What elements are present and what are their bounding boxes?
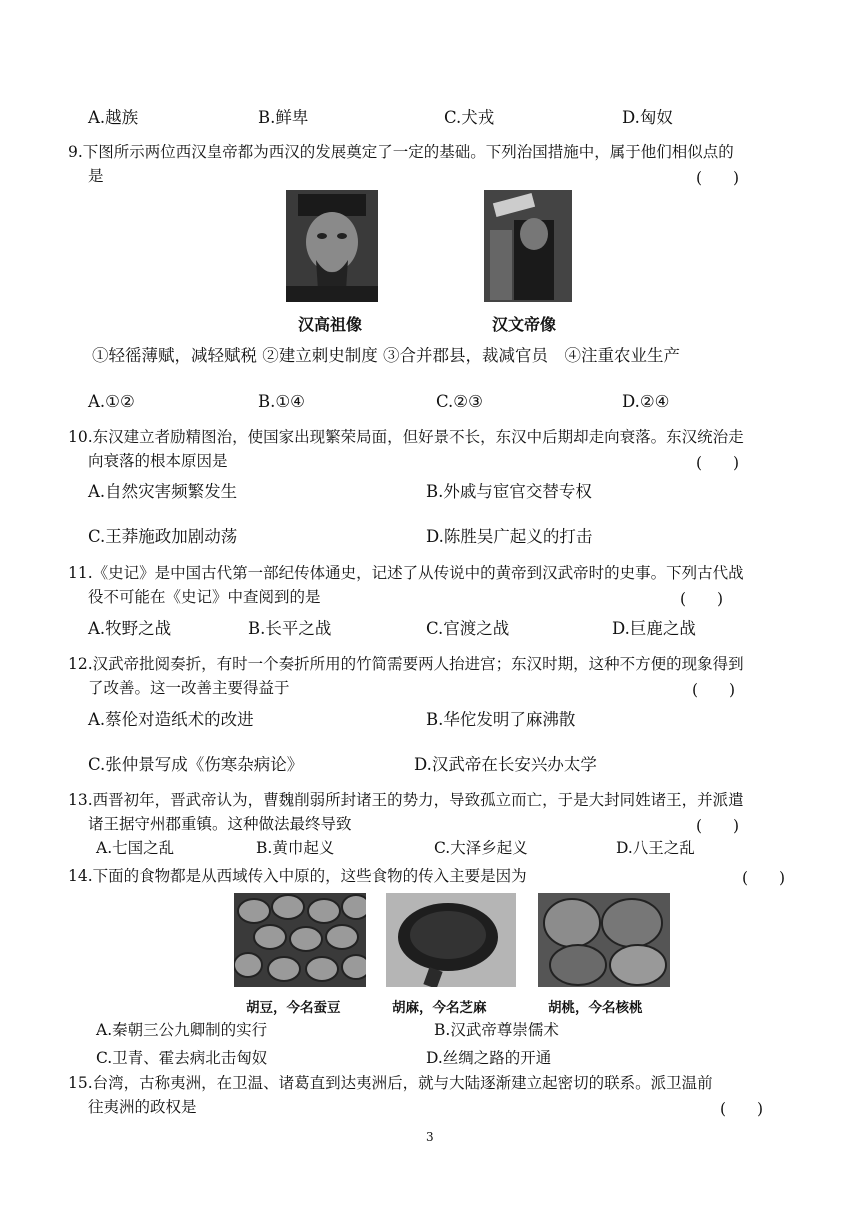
q9-option-c: C.②③ xyxy=(436,392,483,411)
q9-option-d: D.②④ xyxy=(622,392,670,411)
q8-option-a: A.越族 xyxy=(88,108,139,127)
q8-option-c: C.犬戎 xyxy=(444,108,495,127)
q13-option-b: B.黄巾起义 xyxy=(256,839,335,857)
q10-stem-line1: 10.东汉建立者励精图治，使国家出现繁荣局面，但好景不长，东汉中后期却走向衰落。东汉统治走 xyxy=(68,428,744,446)
q14-stem-line1: 14.下面的食物都是从西域传入中原的，这些食物的传入主要是因为 xyxy=(68,867,527,885)
q12-option-c: C.张仲景写成《伤寒杂病论》 xyxy=(88,755,304,774)
q13-option-a: A.七国之乱 xyxy=(96,839,175,857)
q13-stem-line2: 诸王据守州郡重镇。这种做法最终导致 xyxy=(88,815,352,833)
emperor-wendi-portrait xyxy=(484,190,572,302)
q14-option-c: C.卫青、霍去病北击匈奴 xyxy=(96,1049,268,1067)
q13-answer-blank: ( ) xyxy=(696,817,740,835)
q11-option-a: A.牧野之战 xyxy=(88,619,172,638)
q11-option-c: C.官渡之战 xyxy=(426,619,510,638)
q11-option-d: D.巨鹿之战 xyxy=(612,619,696,638)
q8-option-b: B.鲜卑 xyxy=(258,108,309,127)
walnut-caption: 胡桃，今名核桃 xyxy=(548,1000,643,1016)
q10-option-d: D.陈胜吴广起义的打击 xyxy=(426,527,593,546)
q12-option-d: D.汉武帝在长安兴办太学 xyxy=(414,755,597,774)
q13-stem-line1: 13.西晋初年，晋武帝认为，曹魏削弱所封诸王的势力，导致孤立而亡，于是大封同姓诸王，并派遣 xyxy=(68,791,744,809)
page-number: 3 xyxy=(426,1130,434,1144)
q15-stem-line2: 往夷洲的政权是 xyxy=(88,1098,197,1116)
q15-answer-blank: ( ) xyxy=(720,1100,764,1118)
q14-option-a: A.秦朝三公九卿制的实行 xyxy=(96,1021,268,1039)
q10-option-a: A.自然灾害频繁发生 xyxy=(88,482,238,501)
q10-answer-blank: ( ) xyxy=(696,454,740,472)
q11-answer-blank: ( ) xyxy=(680,590,724,608)
q8-option-d: D.匈奴 xyxy=(622,108,673,127)
q12-answer-blank: ( ) xyxy=(692,681,736,699)
q9-option-a: A.①② xyxy=(88,392,135,411)
q9-option-b: B.①④ xyxy=(258,392,305,411)
walnut-photo xyxy=(538,893,670,987)
q12-option-a: A.蔡伦对造纸术的改进 xyxy=(88,710,254,729)
broad-beans-photo xyxy=(234,893,366,987)
emperor-gaozu-portrait xyxy=(286,190,378,302)
q13-option-d: D.八王之乱 xyxy=(616,839,695,857)
q9-answer-blank: ( ) xyxy=(696,169,740,187)
gaozu-caption: 汉高祖像 xyxy=(298,315,363,334)
q12-stem-line2: 了改善。这一改善主要得益于 xyxy=(88,679,290,697)
q11-stem-line1: 11.《史记》是中国古代第一部纪传体通史，记述了从传说中的黄帝到汉武帝时的史事。下列古代战 xyxy=(68,564,744,582)
q13-option-c: C.大泽乡起义 xyxy=(434,839,528,857)
sesame-caption: 胡麻，今名芝麻 xyxy=(392,1000,487,1016)
q10-stem-line2: 向衰落的根本原因是 xyxy=(88,452,228,470)
q11-option-b: B.长平之战 xyxy=(248,619,332,638)
q10-option-c: C.王莽施政加剧动荡 xyxy=(88,527,238,546)
sesame-photo xyxy=(386,893,516,987)
wendi-caption: 汉文帝像 xyxy=(492,315,557,334)
q12-option-b: B.华佗发明了麻沸散 xyxy=(426,710,576,729)
q9-items: ①轻徭薄赋，减轻赋税 ②建立刺史制度 ③合并郡县，裁减官员 ④注重农业生产 xyxy=(92,346,680,365)
q12-stem-line1: 12.汉武帝批阅奏折，有时一个奏折所用的竹简需要两人抬进宫；东汉时期，这种不方便的现象得到 xyxy=(68,655,744,673)
q14-option-b: B.汉武帝尊崇儒术 xyxy=(434,1021,559,1039)
q15-stem-line1: 15.台湾，古称夷洲，在卫温、诸葛直到达夷洲后，就与大陆逐渐建立起密切的联系。派卫温前 xyxy=(68,1074,713,1092)
broad-beans-caption: 胡豆，今名蚕豆 xyxy=(246,1000,341,1016)
q14-option-d: D.丝绸之路的开通 xyxy=(426,1049,552,1067)
q9-stem-line2: 是 xyxy=(88,167,104,185)
q10-option-b: B.外戚与宦官交替专权 xyxy=(426,482,592,501)
q11-stem-line2: 役不可能在《史记》中查阅到的是 xyxy=(88,588,321,606)
q14-answer-blank: ( ) xyxy=(742,869,786,887)
q9-stem-line1: 9.下图所示两位西汉皇帝都为西汉的发展奠定了一定的基础。下列治国措施中，属于他们相似点的 xyxy=(68,143,734,161)
